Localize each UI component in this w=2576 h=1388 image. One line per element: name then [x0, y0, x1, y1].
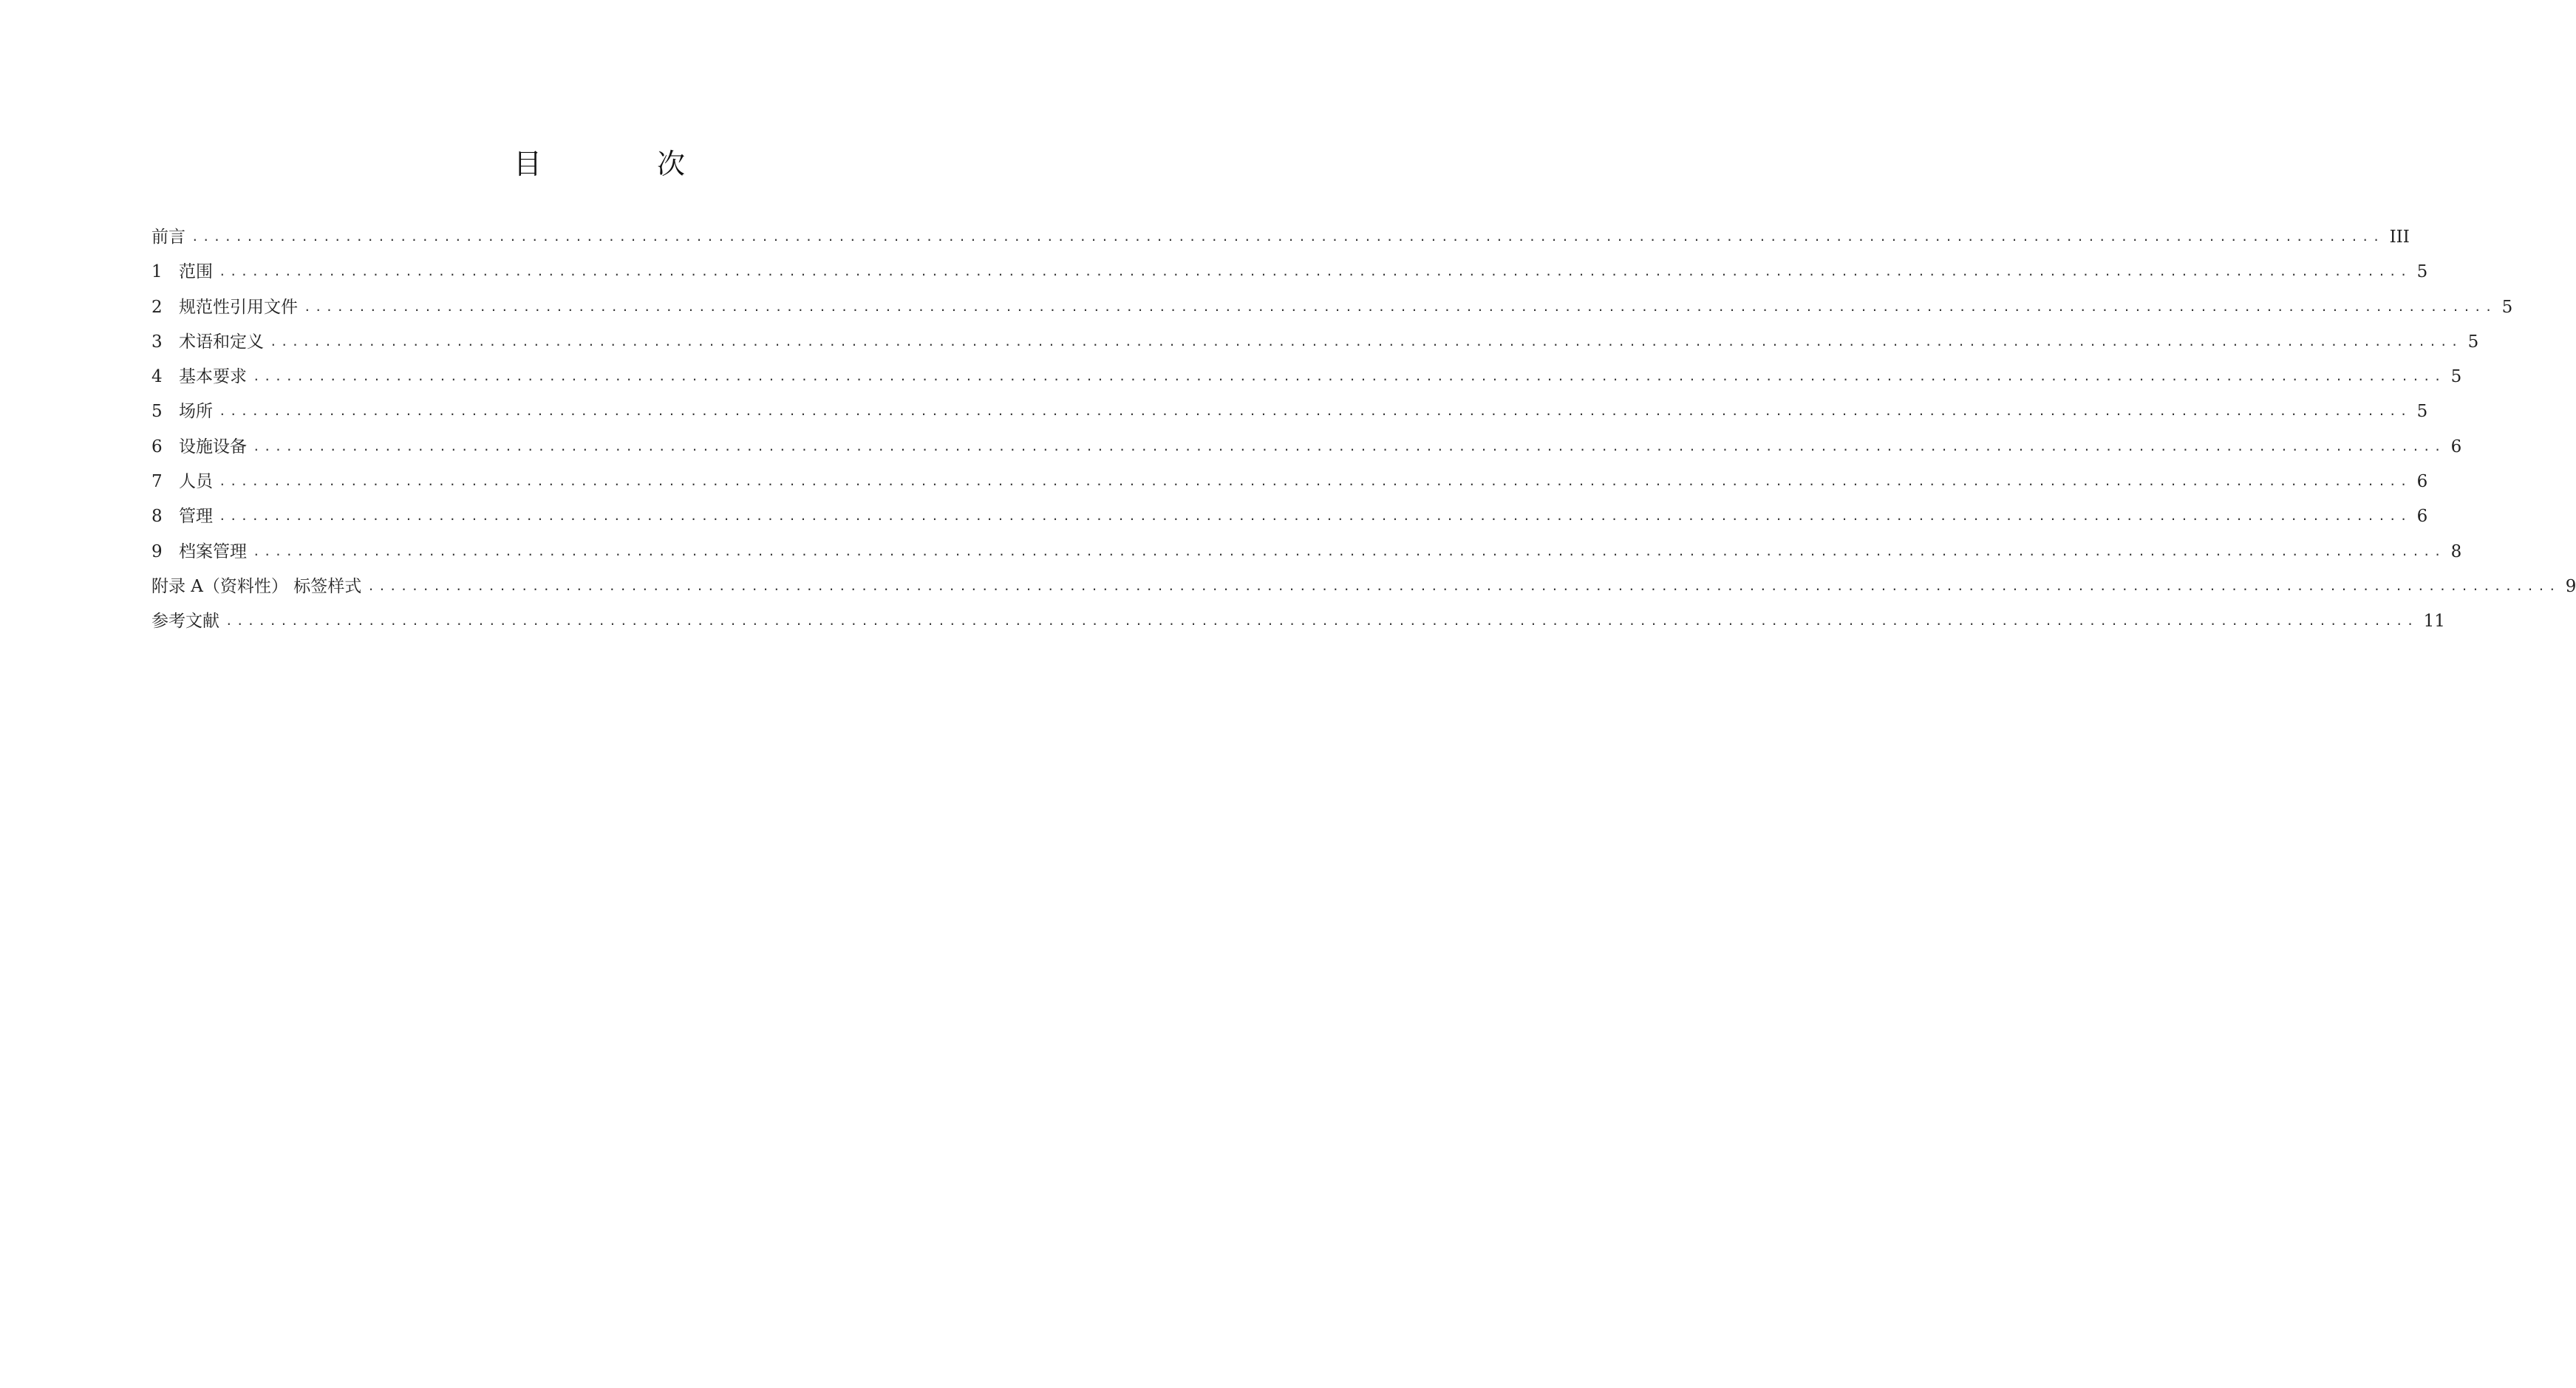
toc-entry-label: 档案管理 — [179, 541, 247, 561]
toc-entry-page: 6 — [2450, 437, 2462, 457]
toc-entry-label: 规范性引用文件 — [179, 297, 298, 317]
toc-entry-page: 11 — [2423, 612, 2445, 632]
toc-entry-page: 5 — [2416, 262, 2428, 282]
toc-entry-page: 5 — [2501, 297, 2513, 317]
toc-entry-number: 9 — [151, 541, 163, 561]
toc-entry-label: 人员 — [179, 472, 213, 492]
toc-entry-label: 术语和定义 — [179, 332, 264, 352]
toc-entry-scope[interactable] — [151, 258, 2428, 293]
toc-leader-dots: ........................................................................................................................................................................................................ — [219, 404, 2411, 419]
toc-leader-dots: ........................................................................................................................................................................................................ — [219, 509, 2411, 524]
toc-entry-page: III — [2389, 228, 2410, 247]
toc-entry-facilities-equipment[interactable] — [151, 433, 2462, 468]
toc-entry-page: 5 — [2416, 402, 2428, 422]
toc-entry-label: 场所 — [179, 402, 213, 422]
toc-entry-number: 5 — [151, 402, 163, 422]
toc-entry-label: 前言 — [151, 228, 185, 247]
toc-entry-normative-references[interactable] — [151, 293, 2513, 328]
toc-entry-terms-definitions[interactable] — [151, 328, 2479, 363]
toc-entry-number: 6 — [151, 437, 163, 457]
toc-entry-appendix-a[interactable] — [151, 572, 2576, 607]
toc-entry-preface[interactable] — [151, 223, 2410, 258]
toc-title: 目 次 — [513, 148, 739, 180]
toc-leader-dots: ........................................................................................................................................................................................................ — [219, 264, 2411, 279]
toc-leader-dots: ........................................................................................................................................................................................................ — [253, 439, 2445, 454]
toc-entry-basic-requirements[interactable] — [151, 363, 2462, 397]
toc-entry-page: 9 — [2565, 576, 2576, 596]
toc-entry-number: 8 — [151, 507, 163, 527]
toc-entry-number: 7 — [151, 472, 163, 492]
toc-leader-dots: ........................................................................................................................................................................................................ — [253, 544, 2445, 558]
toc-entry-records-management[interactable] — [151, 538, 2462, 572]
toc-leader-dots: ........................................................................................................................................................................................................ — [225, 614, 2418, 629]
toc-entry-label: 设施设备 — [179, 437, 247, 457]
toc-entry-label: 范围 — [179, 262, 213, 282]
toc-leader-dots: ........................................................................................................................................................................................................ — [219, 474, 2411, 489]
toc-entry-number: 2 — [151, 297, 163, 317]
toc-entry-label: 参考文献 — [151, 612, 219, 632]
toc-leader-dots: ........................................................................................................................................................................................................ — [191, 230, 2384, 244]
toc-entry-page: 5 — [2450, 367, 2462, 387]
toc-entry-number: 1 — [151, 262, 163, 282]
toc-leader-dots: ........................................................................................................................................................................................................ — [304, 299, 2496, 314]
toc-leader-dots: ........................................................................................................................................................................................................ — [367, 578, 2560, 593]
toc-entry-personnel[interactable] — [151, 468, 2428, 502]
toc-entry-page: 5 — [2467, 332, 2479, 352]
toc-entry-bibliography[interactable] — [151, 607, 2445, 642]
toc-entry-number: 4 — [151, 367, 163, 387]
toc-entry-label: 管理 — [179, 507, 213, 527]
toc-entry-number: 3 — [151, 332, 163, 352]
toc-leader-dots: ........................................................................................................................................................................................................ — [253, 369, 2445, 384]
toc-entry-premises[interactable] — [151, 397, 2428, 432]
toc-leader-dots: ........................................................................................................................................................................................................ — [270, 334, 2462, 349]
toc-entry-label: 附录 A（资料性） 标签样式 — [151, 576, 362, 596]
toc-entry-management[interactable] — [151, 502, 2428, 537]
toc-entry-page: 6 — [2416, 472, 2428, 492]
toc-entry-page: 6 — [2416, 507, 2428, 527]
toc-entry-label: 基本要求 — [179, 367, 247, 387]
toc-entry-page: 8 — [2450, 541, 2462, 561]
toc-list — [151, 223, 2576, 643]
